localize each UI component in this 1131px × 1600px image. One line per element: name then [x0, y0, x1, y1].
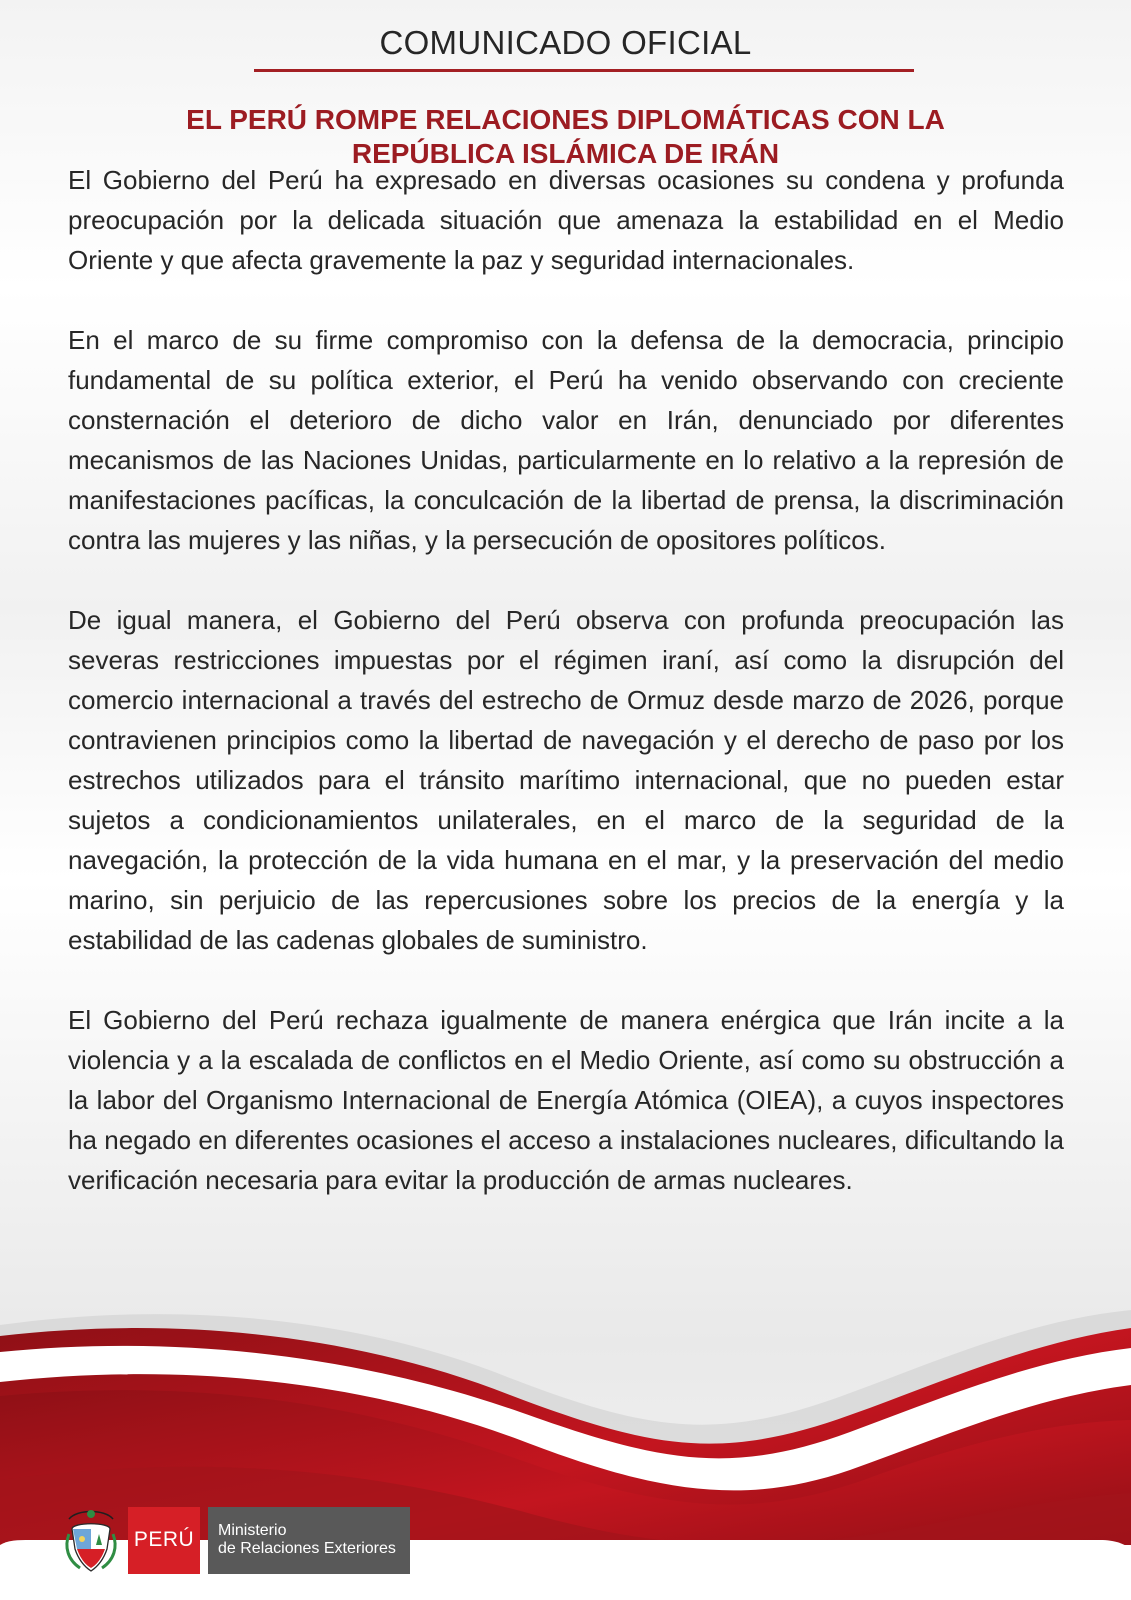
ministry-logo — [62, 1505, 410, 1575]
headline-line-1: EL PERÚ ROMPE RELACIONES DIPLOMÁTICAS CON LA — [186, 103, 945, 135]
document-type-label: COMUNICADO OFICIAL — [379, 24, 752, 61]
peru-wordmark: PERÚ — [128, 1507, 200, 1574]
ministry-line-2: de Relaciones Exteriores — [218, 1540, 396, 1557]
paragraph-1: El Gobierno del Perú ha expresado en diversas ocasiones su condena y profunda preocupación por la delicada situación que amenaza la estabilidad en el Medio Oriente y que afecta gravemente la paz y seguridad internacionales. — [68, 165, 1064, 275]
headline-line-2: REPÚBLICA ISLÁMICA DE IRÁN — [351, 137, 780, 169]
title-divider — [254, 69, 914, 72]
ministry-name — [208, 1507, 410, 1574]
paragraph-4: El Gobierno del Perú rechaza igualmente de manera enérgica que Irán incite a la violencia y a la escalada de conflictos en el Medio Oriente, así como su obstrucción a la labor del Organismo Internacional de Energía Atómica (OIEA), a cuyos inspectores ha negado en diferentes ocasiones el acceso a instalaciones nucleares, dificultando la verificación necesaria para evitar la producción de armas nucleares. — [68, 1005, 1064, 1195]
paragraph-2: En el marco de su firme compromiso con la defensa de la democracia, principio fundamental de su política exterior, el Perú ha venido observando con creciente consternación el deterioro de dicho valor en Irán, denunciado por diferentes mecanismos de las Naciones Unidas, particularmente en lo relativo a la represión de manifestaciones pacíficas, la conculcación de la libertad de prensa, la discriminación contra las mujeres y las niñas, y la persecución de opositores políticos. — [68, 325, 1064, 555]
paragraph-3: De igual manera, el Gobierno del Perú observa con profunda preocupación las severas restricciones impuestas por el régimen iraní, así como la disrupción del comercio internacional a través del estrecho de Ormuz desde marzo de 2026, porque contravienen principios como la libertad de navegación y el derecho de paso por los estrechos utilizados para el tránsito marítimo internacional, que no pueden estar sujetos a condicionamientos unilaterales, en el marco de la seguridad de la navegación, la protección de la vida humana en el mar, y la preservación del medio marino, sin perjuicio de las repercusiones sobre los precios de la energía y la estabilidad de las cadenas globales de suministro. — [68, 605, 1064, 955]
peru-coat-of-arms-icon — [62, 1505, 120, 1575]
communique-body — [68, 160, 1064, 1240]
ministry-line-1: Ministerio — [218, 1522, 287, 1539]
